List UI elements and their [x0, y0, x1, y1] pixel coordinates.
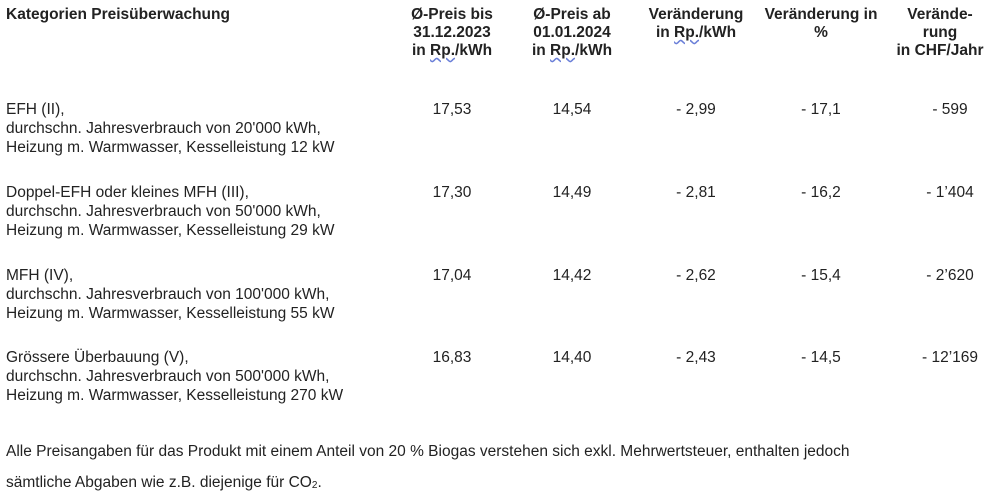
price-old-cell: 16,83 [432, 349, 472, 366]
change-rp-cell: - 2,81 [676, 184, 716, 201]
category-header: Kategorien Preisüberwachung [6, 6, 230, 23]
price-old-header: Ø-Preis bis 31.12.2023 in Rp./kWh [411, 6, 493, 59]
footnote-line-2: sämtliche Abgaben wie z.B. diejenige für $CO_2$. [6, 474, 322, 491]
change-rp-cell: - 2,62 [676, 267, 716, 284]
change-pct-cell: - 16,2 [801, 184, 841, 201]
change-rp-cell: - 2,43 [676, 349, 716, 366]
price-new-cell: 14,42 [552, 267, 592, 284]
category-cell: Doppel-EFH oder kleines MFH (III), durchschn. Jahresverbrauch von 50'000 kWh, Heizung m. Warmwasser, Kesselleistung 29 kW [6, 184, 335, 239]
footnote-line-1: Alle Preisangaben für das Produkt mit einem Anteil von 20 % Biogas verstehen sich exkl. Mehrwertsteuer, enthalten jedoch [6, 443, 850, 460]
table-row [0, 100, 1000, 164]
table-row [0, 183, 1000, 247]
change-chf-cell: - 12’169 [921, 349, 978, 366]
change-chf-header: Verände- rung in CHF/Jahr [896, 6, 984, 59]
change-chf-cell: - 1’404 [926, 184, 974, 201]
change-chf-cell: - 599 [932, 101, 968, 118]
price-new-header: Ø-Preis ab 01.01.2024 in Rp./kWh [531, 6, 613, 59]
change-rp-cell: - 2,99 [676, 101, 716, 118]
price-new-cell: 14,40 [552, 349, 592, 366]
change-chf-cell: - 2’620 [926, 267, 974, 284]
table-row [0, 266, 1000, 330]
price-old-cell: 17,53 [432, 101, 472, 118]
price-new-cell: 14,49 [552, 184, 592, 201]
price-new-cell: 14,54 [552, 101, 592, 118]
price-old-cell: 17,30 [432, 184, 472, 201]
category-cell: EFH (II), durchschn. Jahresverbrauch von 20'000 kWh, Heizung m. Warmwasser, Kesselleistung 12 kW [6, 101, 335, 156]
category-cell: Grössere Überbauung (V), durchschn. Jahresverbrauch von 500'000 kWh, Heizung m. Warmwasser, Kesselleistung 270 kW [6, 349, 344, 404]
table-row [0, 348, 1000, 412]
change-pct-cell: - 17,1 [801, 101, 841, 118]
category-cell: MFH (IV), durchschn. Jahresverbrauch von 100'000 kWh, Heizung m. Warmwasser, Kesselleistung 55 kW [6, 267, 335, 322]
change-pct-header: Veränderung in % [764, 6, 878, 41]
price-old-cell: 17,04 [432, 267, 472, 284]
change-pct-cell: - 14,5 [801, 349, 841, 366]
change-pct-cell: - 15,4 [801, 267, 841, 284]
change-rp-header: Veränderung in Rp./kWh [648, 6, 744, 41]
